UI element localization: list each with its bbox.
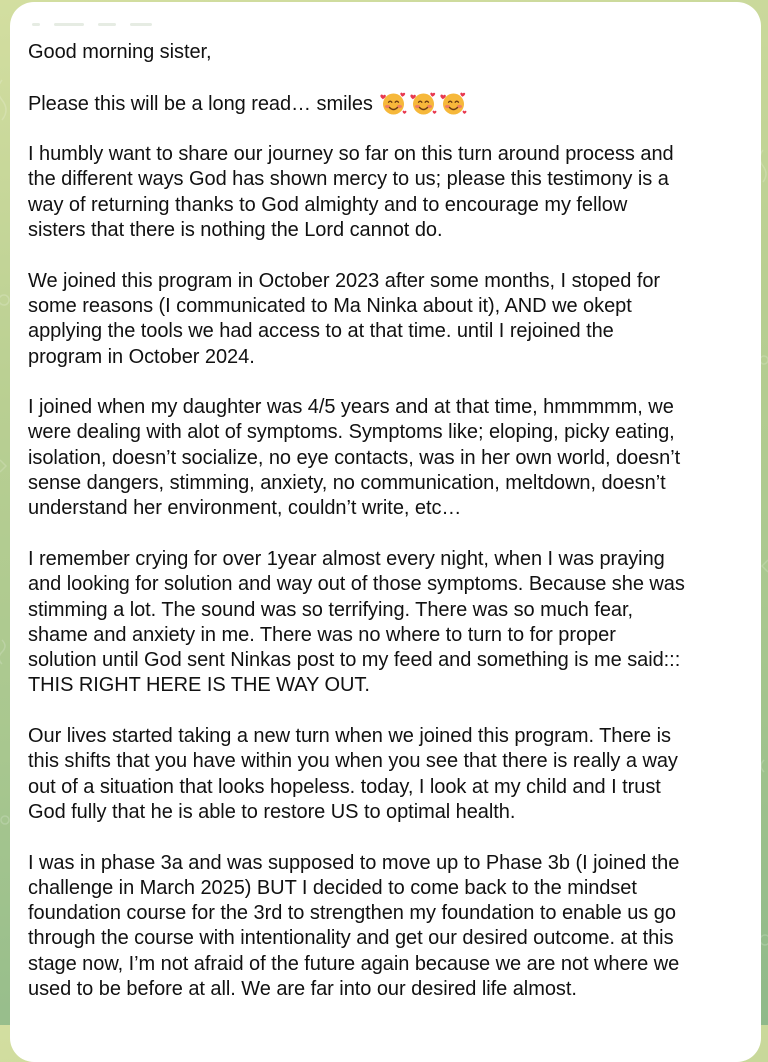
smiling-face-with-hearts-icon: [410, 91, 437, 115]
smiling-face-with-hearts-icon: [440, 91, 467, 115]
message-greeting: Good morning sister,: [28, 41, 212, 63]
message-paragraph: Our lives started taking a new turn when we joined this program. There is this shifts that you have within you when you see that there is really a way out of a situation that looks hopeless. today, I look at my child and I trust God fully that he is able to restore US to optimal health.: [28, 725, 678, 823]
message-paragraph: I joined when my daughter was 4/5 years and at that time, hmmmmm, we were dealing with alot of symptoms. Symptoms like; eloping, picky eating, isolation, doesn’t socialize, no eye contacts, was in her own world, doesn’t sense dangers, stimming, anxiety, no communication, meltdown, doesn’t understand her environment, couldn’t write, etc…: [28, 396, 681, 520]
message-intro: Please this will be a long read… smiles: [28, 92, 373, 115]
message-paragraph: We joined this program in October 2023 after some months, I stoped for some reasons (I communicated to Ma Ninka about it), AND we okept applying the tools we had access to at that time. until I rejoined the program in October 2024.: [28, 269, 661, 368]
message-paragraph: I humbly want to share our journey so far on this turn around process and the different ways God has shown mercy to us; please this testimony is a way of returning thanks to God almighty and to encourage my fellow sisters that there is nothing the Lord cannot do.: [28, 143, 674, 242]
message-text: [28, 40, 748, 1028]
sender-name-cropped: [32, 16, 172, 28]
message-intro-line: [28, 91, 748, 117]
message-paragraph: I was in phase 3a and was supposed to move up to Phase 3b (I joined the challenge in March 2025) BUT I decided to come back to the mindset foundation course for the 3rd to strengthen my foundation to enable us go through the course with intentionality and get our desired outcome. at this stage now, I’m not afraid of the future again because we are not where we used to be before at all. We are far into our desired life almost.: [28, 851, 680, 1000]
message-paragraph: I remember crying for over 1year almost every night, when I was praying and looking for solution and way out of those symptoms. Because she was stimming a lot. The sound was so terrifying. There was so much fear, shame and anxiety in me. There was no where to turn to for proper solution until God sent Ninkas post to my feed and something is me said::: THIS RIGHT HERE IS THE WAY OUT.: [28, 547, 685, 697]
smiling-face-with-hearts-icon: [380, 91, 407, 115]
